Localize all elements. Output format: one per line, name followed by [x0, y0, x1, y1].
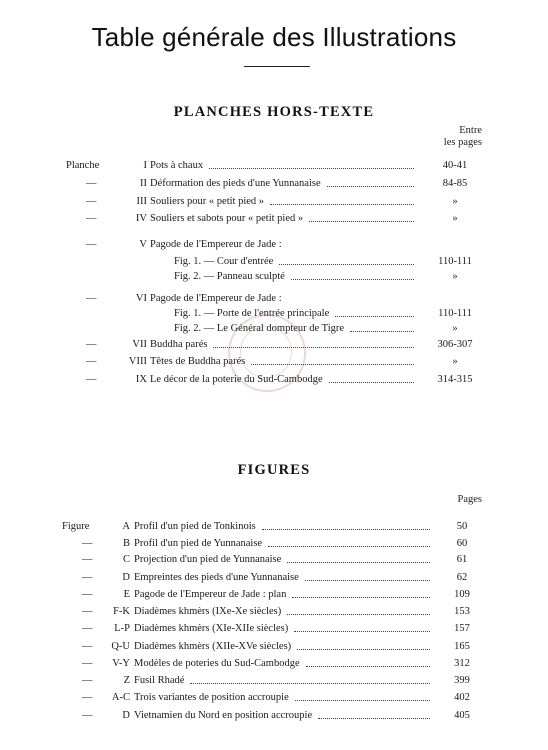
planches-row-number: III	[136, 196, 147, 207]
planches-row-lead: —	[86, 356, 97, 367]
planches-row-lead: —	[86, 178, 97, 189]
planches-row-page: »	[452, 356, 458, 367]
figures-row-leader	[318, 718, 430, 719]
figures-row-leader	[294, 631, 430, 632]
figures-row-lead: —	[82, 589, 93, 600]
figures-row	[0, 570, 548, 585]
planches-row-lead: —	[86, 374, 97, 385]
planches-row-number: VII	[132, 339, 147, 350]
planches-row-leader	[309, 221, 414, 222]
planches-row-lead: —	[86, 213, 97, 224]
title-divider	[244, 66, 310, 67]
figures-row	[0, 708, 548, 723]
planches-row-number: VIII	[128, 356, 147, 367]
planches-row-page: »	[452, 213, 458, 224]
figures-row-number: F-K	[113, 606, 130, 617]
figures-row	[0, 690, 548, 705]
planches-row-title: Buddha parés	[150, 339, 208, 350]
figures-row-lead: —	[82, 572, 93, 583]
figures-row-leader	[295, 700, 430, 701]
planches-row-title: Pots à chaux	[150, 160, 204, 171]
planches-pages-head-1: Entre	[459, 125, 482, 136]
figures-row-lead: —	[82, 538, 93, 549]
planches-row-title: Pagode de l'Empereur de Jade :	[150, 293, 282, 304]
figures-row-number: C	[122, 554, 130, 565]
figures-row-lead: —	[82, 710, 93, 721]
library-stamp-inner	[240, 326, 292, 378]
figures-row	[0, 587, 548, 602]
figures-row-page: 60	[456, 538, 468, 549]
figures-row-page: 402	[454, 692, 470, 703]
figures-row-lead: —	[82, 692, 93, 703]
planches-pages-head-2: les pages	[443, 137, 482, 148]
figures-row-title: Profil d'un pied de Yunnanaise	[134, 538, 263, 549]
planches-row-leader	[350, 331, 414, 332]
figures-heading: FIGURES	[237, 462, 311, 478]
planches-row-title: Souliers et sabots pour « petit pied »	[150, 213, 304, 224]
planches-row	[0, 176, 548, 191]
planches-row-title: Fig. 2. — Le Général dompteur de Tigre	[174, 323, 345, 334]
figures-row	[0, 604, 548, 619]
planches-row-number: V	[139, 239, 147, 250]
figures-row-title: Trois variantes de position accroupie	[134, 692, 289, 703]
figures-row-title: Fusil Rhadé	[134, 675, 185, 686]
figures-row	[0, 621, 548, 636]
figures-row-page: 61	[456, 554, 468, 565]
figures-row-lead: —	[82, 623, 93, 634]
figures-row-number: A-C	[111, 692, 130, 703]
planches-row-leader	[327, 186, 414, 187]
figures-row-number: D	[122, 572, 130, 583]
planches-row-page: 40-41	[442, 160, 468, 171]
figures-row-leader	[306, 666, 430, 667]
planches-row-number: IX	[135, 374, 147, 385]
planches-row-title: Têtes de Buddha parés	[150, 356, 246, 367]
planches-heading: PLANCHES HORS-TEXTE	[173, 104, 375, 120]
planches-row-lead: —	[86, 239, 97, 250]
figures-row-lead: —	[82, 641, 93, 652]
figures-row-page: 109	[454, 589, 470, 600]
library-stamp	[228, 314, 306, 392]
figures-row-number: V-Y	[112, 658, 130, 669]
figures-row-lead: —	[82, 554, 93, 565]
planches-row-number: I	[143, 160, 147, 171]
planches-row-lead: —	[86, 293, 97, 304]
figures-row	[0, 656, 548, 671]
planches-row-title: Fig. 2. — Panneau sculpté	[174, 271, 285, 282]
planches-row-leader	[329, 382, 414, 383]
figures-row-lead: —	[82, 675, 93, 686]
figures-row-title: Projection d'un pied de Yunnanaise	[134, 554, 282, 565]
figures-row-title: Pagode de l'Empereur de Jade : plan	[134, 589, 287, 600]
figures-row-title: Empreintes des pieds d'une Yunnanaise	[134, 572, 299, 583]
planches-row-leader	[209, 168, 414, 169]
figures-row-title: Diadèmes khmèrs (XIIe-XVe siècles)	[134, 641, 292, 652]
figures-row-number: B	[122, 538, 130, 549]
planches-row	[0, 194, 548, 209]
figures-row-page: 50	[456, 521, 468, 532]
figures-row-title: Diadèmes khmèrs (XIe-XIIe siècles)	[134, 623, 289, 634]
figures-row	[0, 673, 548, 688]
figures-row-number: Z	[123, 675, 130, 686]
planches-row-lead: Planche	[66, 160, 100, 171]
figures-row-leader	[190, 683, 430, 684]
figures-pages-head: Pages	[457, 494, 482, 505]
planches-row-number: VI	[135, 293, 147, 304]
figures-row-title: Vietnamien du Nord en position accroupie	[134, 710, 313, 721]
planches-row-page: »	[452, 323, 458, 334]
figures-row-lead: —	[82, 606, 93, 617]
figures-row	[0, 536, 548, 551]
planches-row	[0, 237, 548, 252]
planches-row-page: 110-111	[438, 256, 472, 267]
figures-row-number: E	[123, 589, 130, 600]
planches-row-page: 84-85	[442, 178, 468, 189]
planches-row-number: II	[140, 178, 147, 189]
figures-row-title: Modèles de poteries du Sud-Cambodge	[134, 658, 300, 669]
planches-row-lead: —	[86, 196, 97, 207]
planches-row-title: Le décor de la poterie du Sud-Cambodge	[150, 374, 323, 385]
figures-row-leader	[287, 614, 430, 615]
planches-row-page: 110-111	[438, 308, 472, 319]
planches-row-leader	[279, 264, 414, 265]
planches-row-page: 306-307	[437, 339, 473, 350]
figures-row-page: 165	[454, 641, 470, 652]
figures-row-number: D	[122, 710, 130, 721]
planches-row-number: IV	[135, 213, 147, 224]
page-title: Table générale des Illustrations	[91, 22, 457, 52]
planches-row-title: Fig. 1. — Porte de l'entrée principale	[174, 308, 330, 319]
figures-row	[0, 519, 548, 534]
figures-row-page: 312	[454, 658, 470, 669]
planches-row-lead: —	[86, 339, 97, 350]
planches-row-title: Déformation des pieds d'une Yunnanaise	[150, 178, 321, 189]
planches-row-leader	[291, 279, 414, 280]
planches-row	[0, 291, 548, 306]
planches-row-page: 314-315	[437, 374, 473, 385]
figures-row-title: Profil d'un pied de Tonkinois	[134, 521, 256, 532]
figures-row-page: 62	[456, 572, 468, 583]
figures-row-lead: Figure	[62, 521, 90, 532]
planches-row-page: »	[452, 196, 458, 207]
planches-row	[0, 158, 548, 173]
planches-row-title: Pagode de l'Empereur de Jade :	[150, 239, 282, 250]
figures-row-page: 153	[454, 606, 470, 617]
figures-row-leader	[262, 529, 430, 530]
planches-row-leader	[335, 316, 414, 317]
figures-row-leader	[305, 580, 430, 581]
figures-row-page: 399	[454, 675, 470, 686]
figures-row-title: Diadèmes khmèrs (IXe-Xe siècles)	[134, 606, 282, 617]
figures-row-leader	[268, 546, 430, 547]
planches-row	[0, 211, 548, 226]
figures-row	[0, 639, 548, 654]
figures-row-page: 157	[454, 623, 470, 634]
figures-row-lead: —	[82, 658, 93, 669]
figures-row	[0, 552, 548, 567]
planches-row	[0, 254, 548, 269]
planches-row-leader	[270, 204, 414, 205]
figures-row-number: A	[122, 521, 130, 532]
figures-row-leader	[297, 649, 430, 650]
figures-row-page: 405	[454, 710, 470, 721]
planches-row-page: »	[452, 271, 458, 282]
figures-row-number: Q-U	[111, 641, 130, 652]
planches-row	[0, 269, 548, 284]
figures-row-leader	[287, 562, 430, 563]
planches-row-title: Souliers pour « petit pied »	[150, 196, 265, 207]
figures-row-number: L-P	[114, 623, 130, 634]
planches-row-title: Fig. 1. — Cour d'entrée	[174, 256, 274, 267]
figures-row-leader	[292, 597, 430, 598]
